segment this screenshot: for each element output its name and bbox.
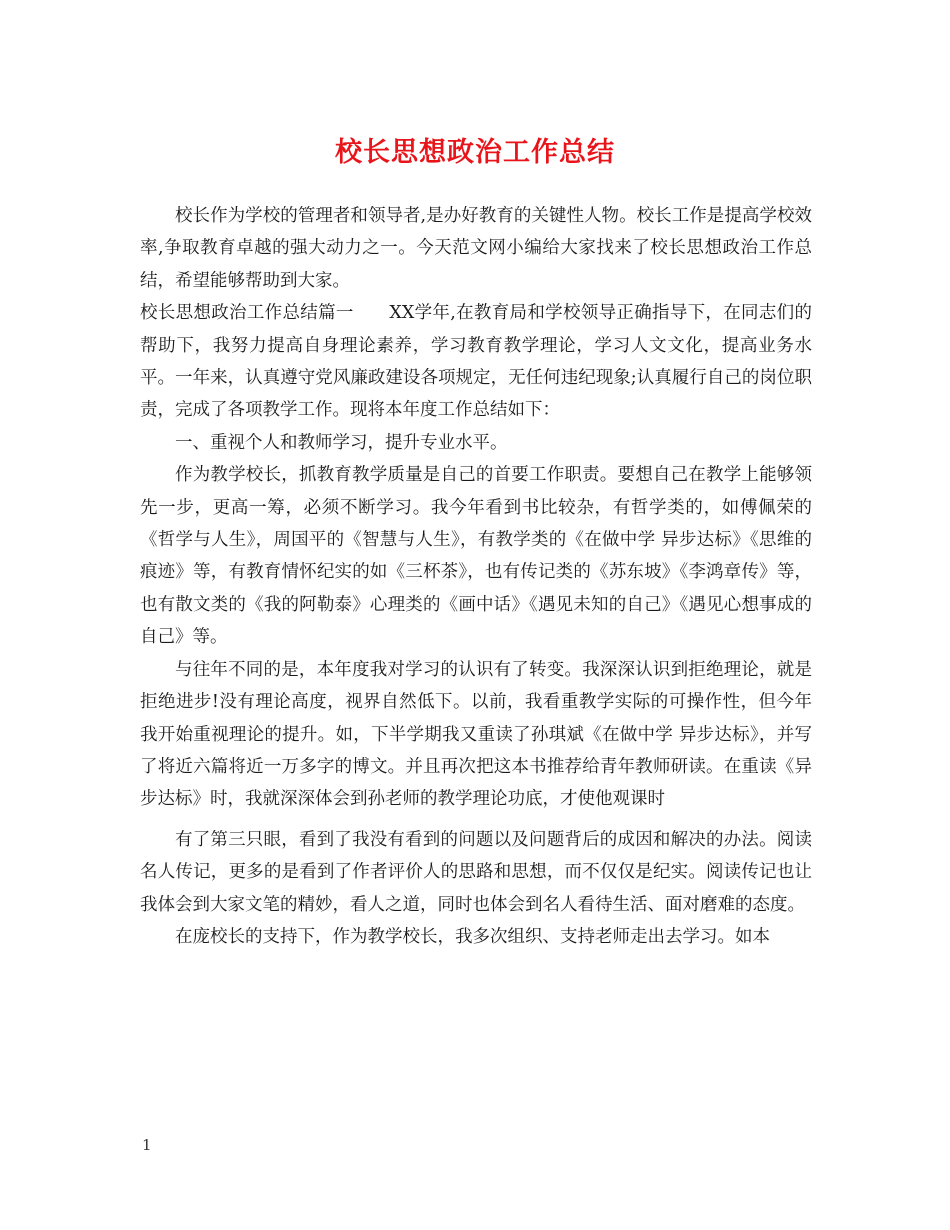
page-number: 1 (142, 1136, 152, 1154)
paragraph-intro: 校长作为学校的管理者和领导者,是办好教育的关键性人物。校长工作是提高学校效率,争取教育卓越的强大动力之一。今天范文网小编给大家找来了校长思想政治工作总结，希望能够帮助到大家。 (140, 206, 812, 291)
paragraph-reading: 作为教学校长，抓教育教学质量是自己的首要工作职责。要想自己在教学上能够领先一步，更高一筹，必须不断学习。我今年看到书比较杂，有哲学类的，如傅佩荣的《哲学与人生》，周国平的《智慧与人生》，有教学类的《在做中学 异步达标》《思维的痕迹》等，有教育情怀纪实的如《三杯茶》，也有传记类的《苏东坡》《李鸿章传》等，也有散文类的《我的阿勒泰》心理类的《画中话》《遇见未知的自己》《遇见心想事成的自己》等。 (140, 465, 812, 648)
paragraph-theory: 与往年不同的是，本年度我对学习的认识有了转变。我深深认识到拒绝理论，就是拒绝进步!没有理论高度，视界自然低下。以前，我看重教学实际的可操作性，但今年我开始重视理论的提升。如，下半学期我又重读了孙琪斌《在做中学 异步达标》，并写了将近六篇将近一万多字的博文。并且再次把这本书推荐给青年教师研读。在重读《异步达标》时，我就深深体会到孙老师的教学理论功底，才使他观课时 (140, 659, 812, 810)
paragraph-third-eye: 有了第三只眼，看到了我没有看到的问题以及问题背后的成因和解决的办法。阅读名人传记，更多的是看到了作者评价人的思路和思想，而不仅仅是纪实。阅读传记也让我体会到大家文笔的精妙，看人之道，同时也体会到名人看待生活、面对磨难的态度。 (140, 829, 812, 915)
paragraph-section-one: 校长思想政治工作总结篇一 XX学年,在教育局和学校领导正确指导下，在同志们的帮助下，我努力提高自身理论素养，学习教育教学理论，学习人文文化，提高业务水平。一年来，认真遵守党风廉政建设各项规定，无任何违纪现象;认真履行自己的岗位职责，完成了各项教学工作。现将本年度工作总结如下： (140, 303, 812, 421)
document-title: 校长思想政治工作总结 (335, 137, 615, 168)
paragraph-support: 在庞校长的支持下，作为教学校长，我多次组织、支持老师走出去学习。如本 (175, 926, 770, 947)
paragraph-heading-one: 一、重视个人和教师学习，提升专业水平。 (175, 432, 508, 453)
document-body (140, 200, 812, 953)
